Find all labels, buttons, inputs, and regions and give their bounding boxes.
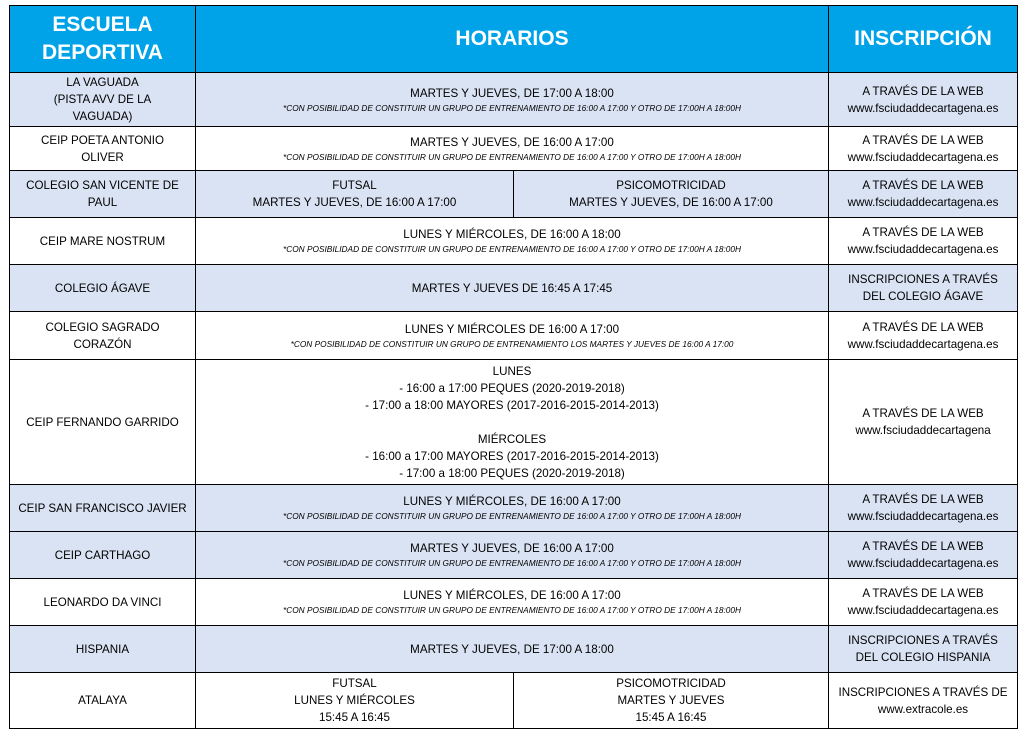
registration-text: A TRAVÉS DE LA WEB	[862, 587, 984, 600]
schedule-note: *CON POSIBILIDAD DE CONSTITUIR UN GRUPO DE ENTRENAMIENTO DE 16:00 A 17:00 Y OTRO DE 17:00H A 18:00H	[283, 244, 741, 254]
activity-title: FUTSAL	[332, 677, 377, 690]
schedule-note: *CON POSIBILIDAD DE CONSTITUIR UN GRUPO DE ENTRENAMIENTO DE 16:00 A 17:00 Y OTRO DE 17:00H A 18:00H	[283, 102, 741, 113]
school-column-header: ESCUELA DEPORTIVA	[10, 6, 196, 73]
registration-link[interactable]: www.extracole.es	[877, 702, 969, 716]
registration-text: A TRAVÉS DE LA WEB	[862, 540, 984, 553]
registration-cell	[829, 532, 1018, 579]
registration-text: INSCRIPCIONES A TRAVÉS	[848, 634, 998, 647]
registration-link[interactable]: www.fsciudaddecartagena.es	[847, 243, 999, 256]
activity-days: MARTES Y JUEVES	[617, 694, 725, 707]
activity-time: 15:45 A 16:45	[635, 711, 707, 724]
activity-title: PSICOMOTRICIDAD	[616, 179, 726, 192]
registration-text: A TRAVÉS DE LA WEB	[862, 226, 984, 239]
registration-text: INSCRIPCIONES A TRAVÉS DE	[838, 685, 1008, 699]
schedule-text: MARTES Y JUEVES, DE 16:00 A 17:00	[410, 542, 614, 555]
schedule-cell	[196, 127, 829, 171]
registration-cell	[829, 265, 1018, 312]
schedule-note: *CON POSIBILIDAD DE CONSTITUIR UN GRUPO DE ENTRENAMIENTO DE 16:00 A 17:00 Y OTRO DE 17:00H A 18:00H	[283, 605, 741, 615]
registration-text: A TRAVÉS DE LA WEB	[862, 493, 984, 506]
schedule-text: LUNES Y MIÉRCOLES, DE 16:00 A 18:00	[403, 228, 621, 241]
registration-text: DEL COLEGIO HISPANIA	[855, 651, 991, 664]
schedule-note: *CON POSIBILIDAD DE CONSTITUIR UN GRUPO DE ENTRENAMIENTO DE 16:00 A 17:00 Y OTRO DE 17:00H A 18:00H	[283, 558, 741, 568]
schedule-text: MARTES Y JUEVES DE 16:45 A 17:45	[411, 281, 613, 295]
activity-time: MARTES Y JUEVES, DE 16:00 A 17:00	[569, 196, 773, 209]
schedule-text: MARTES Y JUEVES, DE 16:00 A 17:00	[410, 135, 614, 149]
school-name: CEIP POETA ANTONIO OLIVER	[10, 127, 196, 171]
schedule-cell	[196, 73, 829, 127]
table-row	[10, 626, 1018, 673]
registration-cell	[829, 673, 1018, 729]
schedule-day: MIÉRCOLES	[477, 432, 547, 446]
psychomotor-cell	[514, 673, 829, 729]
registration-link[interactable]: www.fsciudaddecartagena.es	[847, 557, 999, 570]
registration-cell	[829, 218, 1018, 265]
school-name: LA VAGUADA (PISTA AVV DE LA VAGUADA)	[10, 73, 196, 127]
schedule-text: LUNES Y MIÉRCOLES, DE 16:00 A 17:00	[403, 495, 621, 508]
school-name: COLEGIO ÁGAVE	[10, 265, 196, 312]
registration-text: DEL COLEGIO ÁGAVE	[862, 290, 984, 303]
school-name: CEIP SAN FRANCISCO JAVIER	[10, 485, 196, 532]
futsal-cell	[196, 673, 514, 729]
schedule-cell	[196, 485, 829, 532]
table-row	[10, 579, 1018, 626]
schedule-cell	[196, 265, 829, 312]
registration-link[interactable]: www.fsciudaddecartagena.es	[847, 510, 999, 523]
activity-days: LUNES Y MIÉRCOLES	[294, 694, 415, 707]
activity-time: MARTES Y JUEVES, DE 16:00 A 17:00	[252, 196, 457, 209]
schedule-cell	[196, 360, 829, 485]
schedule-table	[9, 5, 1018, 729]
schedule-text: LUNES Y MIÉRCOLES, DE 16:00 A 17:00	[403, 589, 621, 602]
schedule-cell	[196, 532, 829, 579]
schedule-note: *CON POSIBILIDAD DE CONSTITUIR UN GRUPO DE ENTRENAMIENTO LOS MARTES Y JUEVES DE 16:00 A 17:00	[290, 338, 734, 349]
school-name: CEIP MARE NOSTRUM	[10, 218, 196, 265]
registration-cell	[829, 171, 1018, 218]
school-name: HISPANIA	[10, 626, 196, 673]
table-row	[10, 73, 1018, 127]
table-row	[10, 171, 1018, 218]
registration-link[interactable]: www.fsciudaddecartagena.es	[847, 337, 999, 351]
table-row	[10, 127, 1018, 171]
registration-link[interactable]: www.fsciudaddecartagena.es	[847, 196, 999, 209]
table-row	[10, 485, 1018, 532]
schedule-day: LUNES	[492, 364, 532, 378]
schedule-note: *CON POSIBILIDAD DE CONSTITUIR UN GRUPO DE ENTRENAMIENTO DE 16:00 A 17:00 Y OTRO DE 17:00H A 18:00H	[283, 511, 741, 521]
school-name: ATALAYA	[10, 673, 196, 729]
schedule-slot: - 17:00 a 18:00 MAYORES (2017-2016-2015-2014-2013)	[365, 398, 659, 412]
activity-time: 15:45 A 16:45	[319, 711, 390, 724]
table-header-row	[10, 6, 1018, 73]
futsal-cell	[196, 171, 514, 218]
table-row	[10, 312, 1018, 360]
table-row	[10, 218, 1018, 265]
school-name: CEIP FERNANDO GARRIDO	[10, 360, 196, 485]
registration-cell	[829, 626, 1018, 673]
activity-title: FUTSAL	[332, 179, 377, 192]
schedule-cell	[196, 312, 829, 360]
registration-link[interactable]: www.fsciudaddecartagena.es	[847, 101, 999, 115]
registration-column-header: INSCRIPCIÓN	[829, 6, 1018, 73]
registration-text: A TRAVÉS DE LA WEB	[862, 133, 984, 147]
registration-text: A TRAVÉS DE LA WEB	[862, 179, 984, 192]
schedule-cell	[196, 579, 829, 626]
registration-cell	[829, 579, 1018, 626]
registration-cell	[829, 127, 1018, 171]
schedule-cell	[196, 626, 829, 673]
schedule-text: MARTES Y JUEVES, DE 17:00 A 18:00	[410, 86, 614, 100]
registration-cell	[829, 360, 1018, 485]
table-row	[10, 673, 1018, 729]
registration-text: A TRAVÉS DE LA WEB	[862, 84, 984, 98]
schedule-column-header: HORARIOS	[196, 6, 829, 73]
registration-text: A TRAVÉS DE LA WEB	[862, 407, 984, 420]
registration-cell	[829, 312, 1018, 360]
school-name: COLEGIO SAGRADO CORAZÓN	[10, 312, 196, 360]
schedule-slot: - 16:00 a 17:00 PEQUES (2020-2019-2018)	[399, 381, 625, 395]
schedule-note: *CON POSIBILIDAD DE CONSTITUIR UN GRUPO DE ENTRENAMIENTO DE 16:00 A 17:00 Y OTRO DE 17:00H A 18:00H	[283, 151, 741, 162]
schedule-text: MARTES Y JUEVES, DE 17:00 A 18:00	[410, 642, 614, 656]
table-row	[10, 532, 1018, 579]
table-row	[10, 360, 1018, 485]
school-name: COLEGIO SAN VICENTE DE PAUL	[10, 171, 196, 218]
registration-text: INSCRIPCIONES A TRAVÉS	[848, 273, 998, 286]
table-row	[10, 265, 1018, 312]
registration-cell	[829, 485, 1018, 532]
schedule-slot: - 16:00 a 17:00 MAYORES (2017-2016-2015-2014-2013)	[365, 449, 659, 463]
registration-cell	[829, 73, 1018, 127]
school-name: LEONARDO DA VINCI	[10, 579, 196, 626]
schedule-text: LUNES Y MIÉRCOLES DE 16:00 A 17:00	[404, 322, 620, 336]
school-name: CEIP CARTHAGO	[10, 532, 196, 579]
registration-link[interactable]: www.fsciudaddecartagena.es	[847, 150, 999, 164]
registration-link[interactable]: www.fsciudaddecartagena.es	[847, 604, 999, 617]
schedule-cell	[196, 218, 829, 265]
schedule-slot: - 17:00 a 18:00 PEQUES (2020-2019-2018)	[399, 466, 625, 480]
activity-title: PSICOMOTRICIDAD	[616, 677, 726, 690]
psychomotor-cell	[514, 171, 829, 218]
registration-text: A TRAVÉS DE LA WEB	[862, 320, 984, 334]
registration-link[interactable]: www.fsciudaddecartagena	[855, 424, 991, 437]
